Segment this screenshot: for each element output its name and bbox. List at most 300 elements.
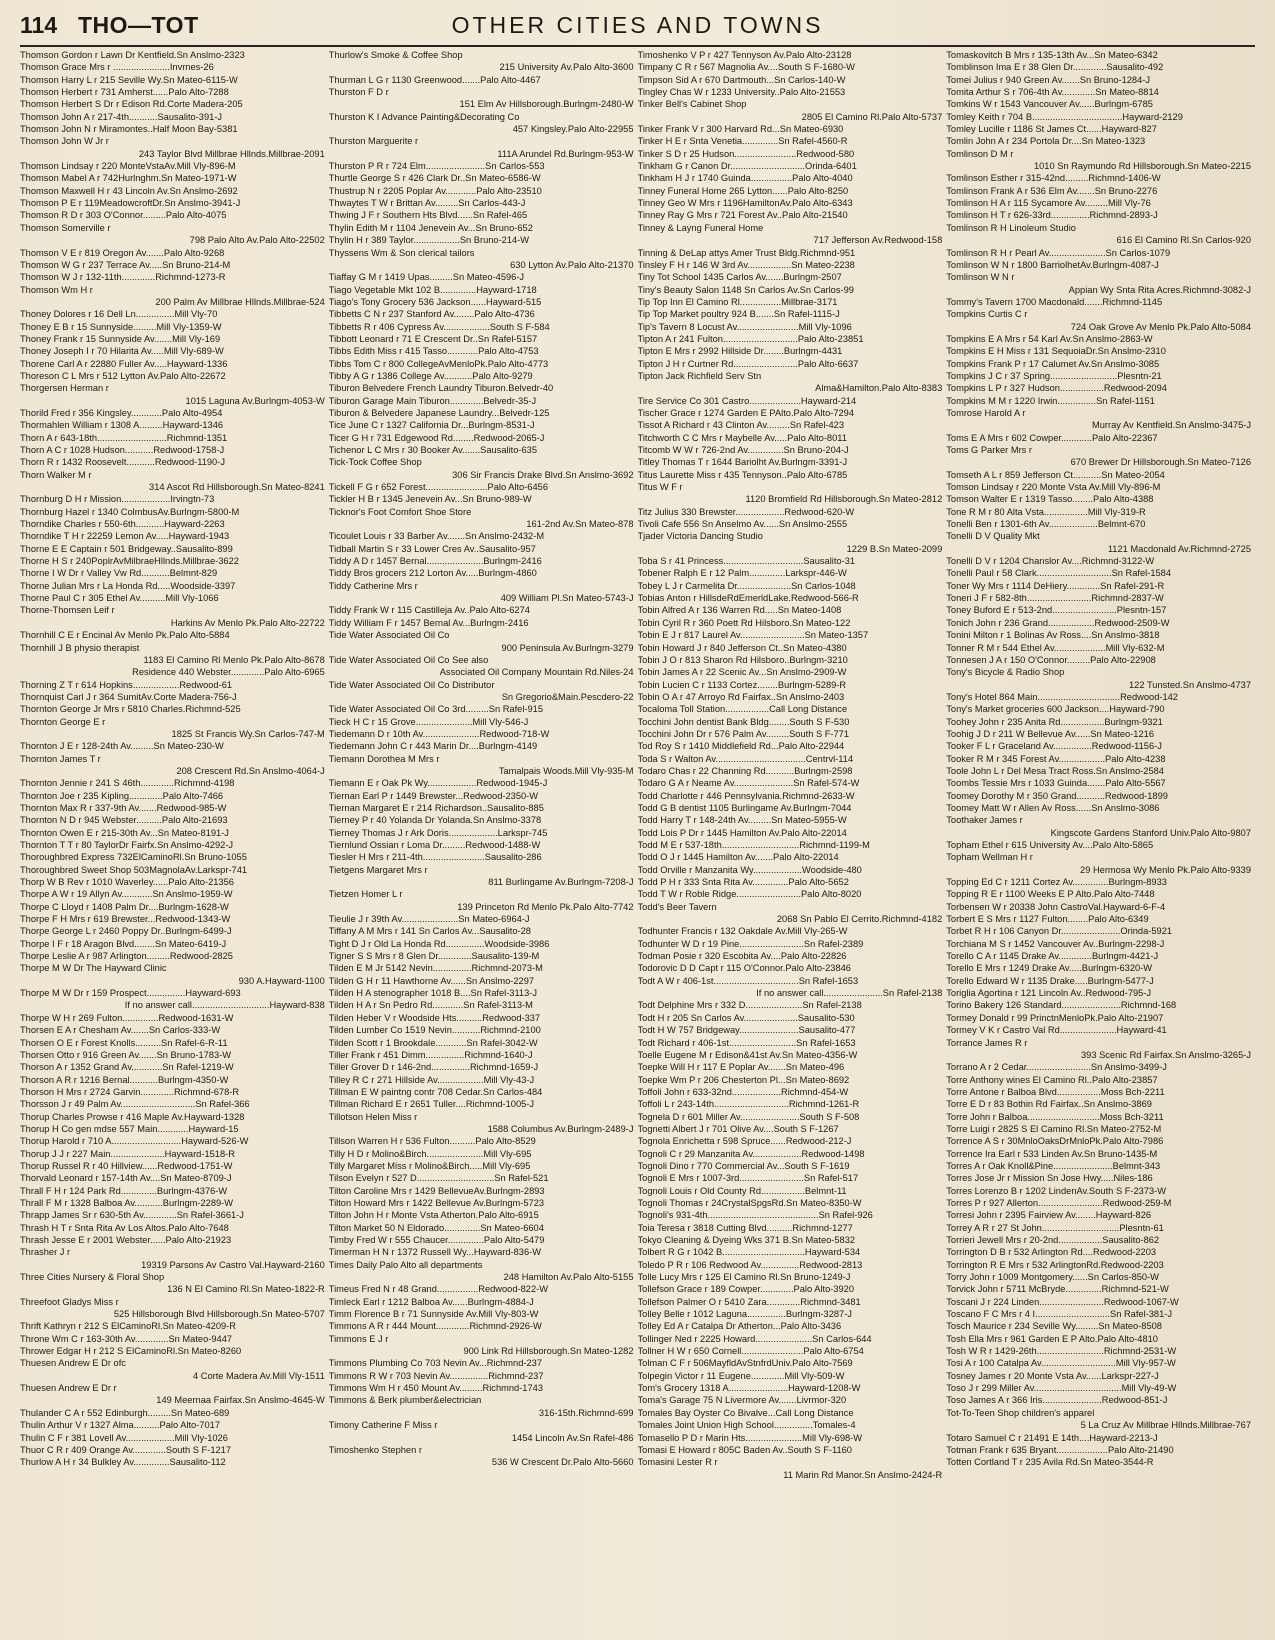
listing-line: Thorsen E A r Chesham Av.......Sn Carlos-333-W [20,1025,221,1036]
listing-line: Thorn A r 643-18th...........................Richmnd-1351 [20,432,228,443]
listing-line: 2068 Sn Pablo El Cerrito.Richmnd-4182 [776,914,943,925]
listing-line: Torre John r Balboa............................Moss Bch-3211 [946,1111,1164,1122]
listing-line: Tomley Lucille r 1186 St James Ct......Hayward-827 [946,124,1157,135]
listing-line: Tiddy Frank W r 115 Castilleja Av..Palo Alto-6274 [328,605,530,616]
listing-line: Timleck Earl r 1212 Balboa Av......Burlngm-4884-J [328,1296,534,1307]
listing-line: 136 N El Camino Rl.Sn Mateo-1822-R [167,1284,325,1295]
listing-line: Torrieri Jewell Mrs r 20-2nd.................Sausalito-862 [946,1235,1160,1245]
listing-line: Tilden H A stenographer 1018 B....Sn Rafel-3113-J [328,988,538,999]
listing-line: Tiny Tot School 1435 Carlos Av.......Burlngm-2507 [637,272,842,283]
listing-line: Toole John L r Del Mesa Tract Ross.Sn Anslmo-2584 [946,765,1164,776]
listing-line: Thornton N D r 945 Webster..........Palo Alto-21693 [20,815,228,826]
listing-line: Thuor C R r 409 Orange Av.............South S F-1217 [20,1444,232,1455]
listing-line: Tomrose Harold A r [946,407,1026,418]
listing-line: Tomales Joint Union High School...............Tomales-4 [637,1420,856,1431]
listing-line: 11 Marin Rd Manor.Sn Anslmo-2424-R [783,1469,943,1480]
listing-line: Titley Thomas T r 1644 Bariolht Av.Burlngm-3391-J [637,457,848,468]
listing-line: Thorpe George L r 2460 Poppy Dr..Burlngm-6499-J [20,926,232,937]
listing-line: Tosh W R r 1429-26th..........................Richmnd-2531-W [946,1346,1177,1357]
listing-line: Tibbott Leonard r 71 E Crescent Dr..Sn Rafel-5157 [328,333,538,344]
listing-line: Toffoli John r 633-32nd...................Richmnd-454-W [637,1086,849,1097]
listing-line: Sn Gregorio&Main.Pescdero-22 [501,691,634,702]
listing-line: If no answer call..............................Hayward-838 [124,1000,325,1011]
listing-line: Tiernlund Ossian r Loma Dr.........Redwood-1488-W [328,840,541,850]
listing-line: Thornhill C E r Encinal Av Menlo Pk.Palo Alto-5884 [20,630,230,641]
listing-line: Thorsen Otto r 916 Green Av.......Sn Bruno-1783-W [20,1049,232,1060]
listing-line: Todd T W r Roble Ridge.........................Palo Alto-8020 [637,889,862,900]
listing-line: 525 Hillsborough Blvd Hillsborough.Sn Mateo-5707 [113,1309,325,1320]
listing-line: Thomson V E r 819 Oregon Av.......Palo Alto-9268 [20,247,225,258]
listing-line: Tobin J O r 813 Sharon Rd Hilsboro..Burlngm-3210 [637,654,848,665]
listing-line: Tom's Grocery 1318 A.......................Hayward-1208-W [637,1383,861,1394]
listing-line: Tiemann E r Oak Pk Wy...................Redwood-1945-J [328,778,548,789]
listing-line: Tobin Howard J r 840 Jefferson Ct..Sn Mateo-4380 [637,642,847,653]
listing-line: Todd M E r 537-18th..............................Richmnd-1199-M [637,840,870,850]
listing-line: 1120 Bromfield Rd Hillsborough.Sn Mateo-2812 [745,494,943,505]
listing-line: Thoroughbred Sweet Shop 503MagnolaAv.Larkspr-741 [20,864,248,875]
listing-line: Tiburon & Belvedere Japanese Laundry...Belvedr-125 [328,407,550,418]
listing-line: Tilly Margaret Miss r Molino&Birch.....Mill Vly-695 [328,1160,531,1171]
listing-line: 314 Ascot Rd Hillsborough.Sn Mateo-8241 [149,482,325,493]
listing-line: Timmons & Berk plumber&electrician [328,1395,482,1406]
listing-line: Tinsley F H r 146 W 3rd Av.................Sn Mateo-2238 [637,259,855,270]
listing-line: Thylin Edith M r 1104 Jenevein Av...Sn Bruno-652 [328,222,533,233]
listing-line: Tompkins L P r 327 Hudson.................Redwood-2094 [946,383,1167,394]
listing-column-4 [946,49,1255,1617]
listing-line: 616 El Camino Rl.Sn Carlos-920 [1116,235,1251,246]
listing-line: Throne Wm C r 163-30th Av.............Sn Mateo-9447 [20,1333,233,1344]
listing-line: Thomson Wm H r [20,284,93,295]
listing-line: Tolbert R G r 1042 B................................Hayward-534 [637,1247,861,1258]
name-range: THO—TOT [78,12,199,38]
listing-line: Todd's Beer Tavern [637,901,717,912]
listing-line: Tiedemann D r 10th Av......................Redwood-718-W [328,728,550,739]
listing-line: 930 A.Hayward-1100 [238,975,325,986]
listing-line: Tognoli Thomas r 24CrystalSpgsRd.Sn Mateo-8350-W [637,1197,862,1208]
listing-line: Tiny's Beauty Salon 1148 Sn Carlos Av.Sn Carlos-99 [637,284,854,295]
listing-line: Thorson A r 1352 Grand Av............Sn Rafel-1219-W [20,1062,234,1073]
listing-line: Tigner S S Mrs r 8 Glen Dr.............Sausalito-139-M [328,951,540,962]
listing-line: Timerman H N r 1372 Russell Wy...Hayward-836-W [328,1247,541,1258]
listing-line: Tony's Bicycle & Radio Shop [946,667,1065,678]
listing-line: Thorne-Thomsen Leif r [20,605,115,616]
listing-line: Thorup Charles Prowse r 416 Maple Av.Hayward-1328 [20,1111,245,1122]
listing-line: Thylin H r 389 Taylor..................Sn Bruno-214-W [328,235,530,246]
listing-line: Thurston P R r 724 Elm.......................Sn Carlos-553 [328,161,545,172]
listing-line: Tomlinson W N r 1800 BarriolhetAv.Burlngm-4087-J [946,259,1159,270]
listing-line: Timpany C R r 567 Magnolia Av....South S F-1680-W [637,62,855,73]
listing-line: Tinker Frank V r 300 Harvard Rd...Sn Mateo-6930 [637,124,844,135]
listing-columns [20,49,1255,1617]
listing-line: Todd Harry T r 148-24th Av.........Sn Mateo-5955-W [637,815,847,826]
listing-line: 1015 Laguna Av.Burlngm-4053-W [185,395,325,406]
listing-line: Tiesler H Mrs r 211-4th........................Sausalito-286 [328,852,542,863]
listing-line: Tompkins E A Mrs r 54 Karl Av.Sn Anslmo-2863-W [946,333,1153,344]
listing-line: Tognola Enrichetta r 598 Spruce......Redwood-212-J [637,1136,852,1147]
listing-line: Tormey Donald r 99 PrinctnMenloPk.Palo Alto-21907 [946,1012,1164,1023]
listing-line: Tot-To-Teen Shop children's apparel [946,1407,1095,1418]
listing-line: Tompkins Curtis C r [946,309,1028,320]
listing-line: Toner Wy Mrs r 1114 DeHiery.............Sn Rafel-291-R [946,580,1165,591]
listing-line: Tomei Julius r 940 Green Av.......Sn Bruno-1284-J [946,74,1151,85]
listing-line: Tonini Milton r 1 Bolinas Av Ross....Sn Anslmo-3818 [946,630,1160,641]
listing-line: Timony Catherine F Miss r [328,1420,438,1431]
listing-line: Tomseth A L r 859 Jefferson Ct...........Sn Mateo-2054 [946,469,1165,480]
listing-line: Titus Laurette Miss r 435 Tennyson..Palo Alto-6785 [637,469,848,480]
listing-line: Thornquist Carl J r 364 SumitAv.Corte Madera-756-J [20,691,237,702]
listing-line: 248 Hamilton Av.Palo Alto-5155 [503,1272,634,1283]
listing-line: Thrasher J r [20,1247,71,1258]
listing-line: Thorup Harold r 710 A...........................Hayward-526-W [20,1136,249,1147]
listing-line: 1588 Columbus Av.Burlngm-2489-J [487,1123,634,1134]
listing-line: Tice June C r 1327 California Dr...Burlngm-8531-J [328,420,535,431]
listing-line: Thrapp James Sr r 630-5th Av.............Sn Rafel-3661-J [20,1210,244,1221]
listing-line: Ticoulet Louis r 33 Barber Av.......Sn Anslmo-2432-M [328,531,545,542]
listing-line: Toms E A Mrs r 602 Cowper............Palo Alto-22367 [946,432,1158,443]
listing-line: Timmons R W r 703 Nevin Av...............Richmnd-237 [328,1370,544,1381]
listing-line: Thorn A C r 1028 Hudson...........Redwood-1758-J [20,445,225,455]
listing-line: Todd Orville r Manzanita Wy...................Woodside-480 [637,864,862,875]
listing-line: Tompkins J C r 37 Spring..........................Plesntn-21 [946,370,1162,381]
listing-line: Tinning & DeLap attys Amer Trust Bldg.Richmnd-951 [637,247,856,258]
listing-line: Associated Oil Company Mountain Rd.Niles-24 [439,667,634,678]
listing-line: Todt H r 205 Sn Carlos Av.....................Sausalito-530 [637,1012,855,1023]
listing-line: Tolman C F r 506MayfldAvStnfrdUniv.Palo Alto-7569 [637,1358,853,1369]
listing-line: 1121 Macdonald Av.Richmnd-2725 [1107,543,1251,554]
listing-line: Tipton J H r Curtner Rd.........................Palo Alto-6637 [637,358,859,369]
listing-line: 2805 El Camino Rl.Palo Alto-5737 [801,111,943,122]
listing-line: Thorpe M W Dr The Hayward Clinic [20,963,167,974]
listing-line: 1825 St Francis Wy.Sn Carlos-747-M [171,728,325,739]
listing-line: 161-2nd Av.Sn Mateo-878 [526,519,634,530]
listing-line: Thwaytes T W r Brittan Av.........Sn Carlos-443-J [328,198,526,209]
listing-line: Tollner H W r 650 Cornell........................Palo Alto-6754 [637,1346,864,1357]
listing-line: Tomlinson D M r [946,148,1014,159]
listing-line: Tibbs Tom C r 800 CollegeAvMenloPk.Palo Alto-4773 [328,358,549,369]
listing-line: 630 Lytton Av.Palo Alto-21370 [510,259,634,270]
listing-line: Toms G Parker Mrs r [946,445,1032,455]
listing-line: Todhunter Francis r 132 Oakdale Av.Mill Vly-265-W [637,926,848,937]
listing-line: Toscani J r 224 Linden.........................Redwood-1067-W [946,1296,1179,1307]
listing-line: Tiedemann John C r 443 Marin Dr....Burlngm-4149 [328,741,538,752]
listing-line: Todaro G A r Neame Av.......................Sn Rafel-574-W [637,778,860,789]
listing-line: Tobin Alfred A r 136 Warren Rd.....Sn Mateo-1408 [637,605,842,616]
listing-line: Thomson Mabel A r 742Hurlnghm.Sn Mateo-1971-W [20,173,237,184]
listing-line: Thorson H Mrs r 2724 Garvin.............Richmnd-678-R [20,1086,240,1097]
listing-line: Thorsson J r 49 Palm Av.............................Sn Rafel-366 [20,1099,250,1110]
listing-line: Toledo P R r 106 Redwood Av...............Redwood-2813 [637,1259,863,1270]
listing-line: Tonelli D V Quality Mkt [946,531,1040,542]
listing-line: Thrall F H r 124 Park Rd..............Burlngm-4376-W [20,1185,228,1196]
listing-line: Thomson Lindsay r 220 MonteVstaAv.Mill Vly-896-M [20,161,236,172]
listing-line: Tingley Chas W r 1233 University..Palo Alto-21553 [637,87,846,98]
listing-line: 536 W Crescent Dr.Palo Alto-5660 [491,1457,634,1468]
listing-line: 393 Scenic Rd Fairfax.Sn Anslmo-3265-J [1080,1049,1251,1060]
listing-line: Thormahlen William r 1308 A.........Hayward-1346 [20,420,224,431]
listing-line: Tillman E W paintng contr 708 Cedar.Sn Carlos-484 [328,1086,543,1097]
listing-line: Torbert E S Mrs r 1127 Fulton........Palo Alto-6349 [946,914,1149,925]
listing-line: Thoroughbred Express 732ElCaminoRl.Sn Bruno-1055 [20,852,247,863]
listing-line: Tierney Thomas J r Ark Doris...................Larkspr-745 [328,827,548,838]
listing-line: Tobin James A r 22 Scenic Av...Sn Anslmo-2909-W [637,667,847,678]
listing-line: Thurston Marguerite r [328,136,419,147]
listing-line: Thorndike Charles r 550-6th...........Hayward-2263 [20,519,225,530]
listing-line: Tiddy A D r 1457 Bernal......................Burlngm-2416 [328,556,542,567]
page-header [20,8,1255,48]
listing-line: Timmons Plumbing Co 703 Nevin Av...Richmnd-237 [328,1358,542,1369]
listing-line: Times Daily Palo Alto all departments [328,1259,483,1270]
listing-line: Todt H W 757 Bridgeway.......................Sausalito-477 [637,1025,856,1036]
listing-line: Thorup J J r 227 Main.....................Hayward-1518-R [20,1148,235,1159]
listing-line: Tick-Tock Coffee Shop [328,457,422,468]
listing-line: Thorne H S r 240PoplrAvMilbraeHllnds.Millbrae-3622 [20,556,239,567]
listing-line: Tichenor L C Mrs r 30 Booker Av.......Sausalito-635 [328,445,537,455]
listing-line: Tonnesen J A r 150 O'Connor.........Palo Alto-22908 [946,654,1156,665]
listing-line: Threefoot Gladys Miss r [20,1296,119,1307]
listing-line: Tomita Arthur S r 706-4th Av.............Sn Mateo-8814 [946,87,1159,98]
listing-line: Toneri J F r 582-8th.........................Richmnd-2837-W [946,593,1164,604]
listing-line: Thoney Frank r 15 Sunnyside Av.......Mill Vly-169 [20,333,221,344]
listing-line: Thomson John N r Miramontes..Half Moon Bay-5381 [20,124,238,135]
listing-line: Tiago's Tony Grocery 536 Jackson......Hayward-515 [328,296,542,307]
listing-line: Torrington D B r 532 Arlington Rd....Redwood-2203 [946,1247,1157,1258]
listing-line: Thorndike T H r 22259 Lemon Av.....Hayward-1943 [20,531,230,542]
listing-line: Topham Ethel r 615 University Av....Palo Alto-5865 [946,840,1154,850]
listing-line: Tocchini John Dr r 576 Palm Av.........South S F-771 [637,728,850,739]
listing-line: Thrower Edgar H r 212 S ElCaminoRl.Sn Mateo-8260 [20,1346,242,1357]
listing-line: Tollefson Palmer O r 5410 Zara.............Richmnd-3481 [637,1296,861,1307]
listing-line: Todorovic D D Capt r 115 O'Connor.Palo Alto-23846 [637,963,851,974]
listing-line: Tony's Market groceries 600 Jackson....Hayward-790 [946,704,1165,715]
listing-line: Tieck H C r 15 Grove......................Mill Vly-546-J [328,716,529,727]
listing-line: Toohey John r 235 Anita Rd.................Burlngm-9321 [946,716,1163,727]
listing-line: Toma's Garage 75 N Livermore Av.......Livrmor-320 [637,1395,847,1406]
listing-line: Timoshenko Stephen r [328,1444,422,1455]
listing-line: Toriglia Agortina r 121 Lincoln Av..Redwood-795-J [946,988,1152,999]
listing-line: Thorne Paul C r 305 Ethel Av..........Mill Vly-1066 [20,593,219,604]
listing-line: Tognela D r 601 Miller Av.......................South S F-508 [637,1111,860,1122]
listing-line: Thorsen O E r Forest Knolls..........Sn Rafel-6-R-11 [20,1037,228,1048]
listing-line: Tilson Evelyn r 527 D..............................Sn Rafel-521 [328,1173,549,1184]
listing-line: Tilden Lumber Co 1519 Nevin...........Richmnd-2100 [328,1025,541,1036]
listing-line: Toba S r 41 Princess...............................Sausalito-31 [637,556,856,567]
listing-line: Tip's Tavern 8 Locust Av........................Mill Vly-1096 [637,321,852,332]
listing-line: Tilton Howard Mrs r 1422 Bellevue Av.Burlngm-5723 [328,1197,545,1208]
listing-line: Thomson John A r 217-4th...........Sausalito-391-J [20,111,223,122]
listing-line: Tilton Caroline Mrs r 1429 BellevueAv.Burlngm-2893 [328,1185,545,1196]
listing-line: Tonelli Ben r 1301-6th Av...................Belmnt-670 [946,519,1146,530]
listing-line: Tivoli Cafe 556 Sn Anselmo Av......Sn Anslmo-2555 [637,519,848,530]
listing-line: Todd O J r 1445 Hamilton Av.......Palo Alto-22014 [637,852,839,863]
listing-line: Thomson Somerville r [20,222,111,233]
listing-line: Titus W F r [637,482,683,493]
listing-line: Tomley Keith r 704 B...................................Hayward-2129 [946,111,1183,122]
header-rule [20,45,1255,47]
listing-line: Thorn R r 1432 Roosevelt...........Redwood-1190-J [20,457,225,468]
listing-line: Tobin E J r 817 Laurel Av.........................Sn Mateo-1357 [637,630,869,641]
listing-line: Tosch Maurice r 234 Seville Wy.........Sn Mateo-8508 [946,1321,1162,1332]
listing-line: Thomson Herbert r 731 Amherst......Palo Alto-7288 [20,87,229,98]
listing-line: Topping R E r 1100 Weeks E P Alto.Palo Alto-7448 [946,889,1155,900]
listing-line: Thomson R D r 303 O'Connor.........Palo Alto-4075 [20,210,227,221]
listing-line: Tiaffay G M r 1419 Upas.........Sn Mateo-4596-J [328,272,525,283]
listing-line: Thornton J E r 128-24th Av.........Sn Mateo-230-W [20,741,224,752]
listing-line: Tomblinson Ima E r 38 Glen Dr.............Sausalito-492 [946,62,1164,73]
listing-line: Thomson Maxwell H r 43 Lincoln Av.Sn Anslmo-2692 [20,185,238,196]
listing-line: Tiburon Belvedere French Laundry Tiburon.Belvedr-40 [328,383,554,394]
listing-line: Timmons A R r 444 Mount.............Richmnd-2926-W [328,1321,542,1332]
listing-line: Thoreson C L Mrs r 512 Lytton Av.Palo Alto-22672 [20,370,226,381]
listing-line: Tony's Hotel 864 Main................................Redwood-142 [946,691,1178,702]
listing-line: Tibbs Edith Miss r 415 Tasso............Palo Alto-4753 [328,346,539,357]
listing-line: Tonich John r 236 Grand..................Redwood-2509-W [946,617,1170,628]
listing-line: Tosney James r 20 Monte Vsta Av......Larkspr-227-J [946,1370,1159,1381]
listing-line: Thomson W J r 132-11th.............Richmnd-1273-R [20,272,226,283]
listing-line: Tiemann Dorothea M Mrs r [328,753,440,764]
listing-line: 5 La Cruz Av Millbrae Hllnds.Millbrae-767 [1080,1420,1251,1431]
listing-line: 1010 Sn Raymundo Rd Hillsborough.Sn Mateo-2215 [1033,161,1251,172]
listing-line: Tilton John H r Monte Vsta Atherton.Palo Alto-6915 [328,1210,539,1221]
listing-line: Thorpe Leslie A r 987 Arlington.........Redwood-2825 [20,951,233,962]
listing-line: 149 Meernaa Fairfax.Sn Anslmo-4645-W [156,1395,325,1406]
listing-line: Ticknor's Foot Comfort Shoe Store [328,506,472,517]
listing-line: 409 William Pl.Sn Mateo-5743-J [500,593,634,604]
listing-line: Tobin Lucien C r 1133 Cortez........Burlngm-5289-R [637,679,847,690]
listing-line: Tonelli D V r 1204 Chanslor Av....Richmnd-3122-W [946,556,1155,567]
listing-line: Tillson Warren H r 536 Fulton..........Palo Alto-8529 [328,1136,536,1147]
listing-line: Todt A W r 406-1st.................................Sn Rafel-1653 [637,975,859,986]
listing-line: Torrano A r 2 Cedar.........................Sn Anslmo-3499-J [946,1062,1167,1073]
listing-line: Tinney Funeral Home 265 Lytton......Palo Alto-8250 [637,185,849,196]
listing-line: Tooker R M r 345 Forest Av..................Palo Alto-4238 [946,753,1166,764]
listing-line: If no answer call.......................Sn Rafel-2138 [756,988,943,999]
listing-line: Harkins Av Menlo Pk.Palo Alto-22722 [170,617,325,628]
listing-line: Tilley R C r 271 Hillside Av..................Mill Vly-43-J [328,1074,535,1085]
listing-line: Tide Water Associated Oil Co See also [328,654,489,665]
listing-line: Toombs Tessie Mrs r 1033 Guinda.......Palo Alto-5567 [946,778,1166,789]
listing-line: Tognoli E Mrs r 1007-3rd.........................Sn Rafel-517 [637,1173,859,1184]
listing-line: Thulin C F r 381 Lovell Av...................Mill Vly-1026 [20,1432,228,1443]
listing-line: Torres A r Oak Knoll&Pine.......................Belmnt-343 [946,1160,1161,1171]
listing-line: 215 University Av.Palo Alto-3600 [499,62,634,73]
listing-line: Tokyo Cleaning & Dyeing Wks 371 B.Sn Mateo-5832 [637,1235,856,1245]
listing-line: Tierney P r 40 Yolanda Dr Yolanda.Sn Anslmo-3378 [328,815,542,826]
listing-line: Thwing J F r Southern Hts Blvd......Sn Rafel-465 [328,210,528,221]
listing-line: Thomson Gordon r Lawn Dr Kentfield.Sn Anslmo-2323 [20,50,245,60]
listing-line: Thorpe C Lloyd r 1408 Palm Dr....Burlngm-1628-W [20,901,229,912]
listing-line: Thornburg D H r Mission...................Irvingtn-73 [20,494,215,505]
listing-line: Thorvald Leonard r 157-14th Av....Sn Mateo-8709-J [20,1173,232,1184]
listing-line: Tomson Lindsay r 220 Monte Vsta Av.Mill Vly-896-M [946,482,1161,493]
listing-line: Tinney Ray G Mrs r 721 Forest Av..Palo Alto-21540 [637,210,848,221]
listing-line: Thurston K I Advance Painting&Decorating Co [328,111,520,122]
listing-line: Torello E Mrs r 1249 Drake Av.....Burlngm-6320-W [946,963,1153,974]
listing-line: Thrash Jesse E r 2001 Webster......Palo Alto-21923 [20,1235,232,1245]
listing-line: Thurman L G r 1130 Greenwood.......Palo Alto-4467 [328,74,541,85]
listing-line: Tide Water Associated Oil Co Distributor [328,679,495,690]
listing-line: Thornton George Jr Mrs r 5810 Charles.Richmnd-525 [20,704,241,715]
listing-line: Torrance James R r [946,1037,1028,1048]
listing-line: Tomson Walter E r 1319 Tasso........Palo Alto-4388 [946,494,1154,505]
listing-line: Todd P H r 333 Snta Rita Av..............Palo Alto-5652 [637,877,849,888]
listing-line: Torre Anthony wines El Camino Rl..Palo Alto-23857 [946,1074,1158,1085]
listing-line: Timm Florence B r 71 Sunnyside Av.Mill Vly-803-W [328,1309,539,1320]
listing-line: Tiddy Bros grocers 212 Lorton Av.....Burlngm-4860 [328,568,537,579]
listing-line: Totaro Samuel C r 21491 E 14th....Hayward-2213-J [946,1432,1158,1443]
listing-line: 717 Jefferson Av.Redwood-158 [813,235,943,246]
listing-line: Toffoli L r 243-14th.............................Richmnd-1261-R [637,1099,860,1110]
listing-column-2 [329,49,638,1617]
listing-line: Torello Edward W r 1135 Drake.....Burlngm-5477-J [946,975,1154,986]
listing-line: Toda S r Walton Av...................................Centrvl-114 [637,753,854,764]
listing-line: Torello C A r 1145 Drake Av.............Burlngm-4421-J [946,951,1159,962]
listing-line: Torvick John r 5711 McBryde..............Richmnd-521-W [946,1284,1169,1295]
listing-line: Tomasini Lester R r [637,1457,718,1468]
listing-line: 151 Elm Av Hillsborough.Burlngm-2480-W [459,99,634,110]
listing-line: Thustrup N r 2205 Poplar Av............Palo Alto-23510 [328,185,542,196]
listing-line: Tamalpais Woods.Mill Vly-935-M [498,765,634,776]
listing-line: Tilden G H r 11 Hawthorne Av......Sn Anslmo-2297 [328,975,535,986]
listing-line: Thorild Fred r 356 Kingsley............Palo Alto-4954 [20,407,223,418]
listing-line: Tide Water Associated Oil Co [328,630,450,641]
listing-line: 670 Brewer Dr Hillsborough.Sn Mateo-7126 [1070,457,1251,468]
listing-line: Todt Delphine Mrs r 332 D......................Sn Rafel-2138 [637,1000,862,1011]
listing-line: Topping Ed C r 1211 Cortez Av..............Burlngm-8933 [946,877,1167,888]
listing-line: Thorpe I F r 18 Aragon Blvd........Sn Mateo-6419-J [20,938,227,949]
listing-line: Residence 440 Webster.............Palo Alto-6965 [132,667,325,678]
listing-column-1 [20,49,329,1617]
listing-line: Tibby A G r 1386 College Av...........Palo Alto-9279 [328,370,533,381]
listing-line: Thorn Walker M r [20,469,92,480]
listing-line: Tommy's Tavern 1700 Macdonald.......Richmnd-1145 [946,296,1163,307]
listing-line: Tognoli Louis r Old County Rd.................Belmnt-11 [637,1185,847,1196]
listing-line: Tonelli Paul r 58 Clark.............................Sn Rafel-1584 [946,568,1172,579]
listing-line: Tietgens Margaret Mrs r [328,864,428,875]
listing-line: Tognoli C r 29 Manzanita Av...................Redwood-1498 [637,1148,865,1159]
listing-line: Tilly H D r Molino&Birch......................Mill Vly-695 [328,1148,532,1159]
listing-column-3 [638,49,947,1617]
listing-line: Tomaskovitch B Mrs r 135-13th Av...Sn Mateo-6342 [946,50,1158,60]
listing-line: Thorne Julian Mrs r La Honda Rd.....Woodside-3397 [20,580,236,591]
listing-line: 122 Tunsted.Sn Anslmo-4737 [1129,679,1251,690]
listing-line: Toomey Matt W r Allen Av Ross......Sn Anslmo-3086 [946,802,1160,813]
listing-line: 1183 El Camino Rl Menlo Pk.Palo Alto-8678 [143,654,325,665]
listing-line: Tomlinson W N r [946,272,1015,283]
listing-line: Tompkins M M r 1220 Irwin...............Sn Rafel-1151 [946,395,1155,406]
listing-line: Todd G B dentist 1105 Burlingame Av.Burlngm-7044 [637,802,852,813]
listing-line: Topham Wellman H r [946,852,1033,863]
listing-line: Tipton Jack Richfield Serv Stn [637,370,762,381]
listing-line: Thorning Z T r 614 Hopkins..................Redwood-61 [20,679,233,690]
listing-line: Thrift Kathryn r 212 S ElCaminoRl.Sn Mateo-4209-R [20,1321,236,1332]
listing-line: Torre E D r 83 Bothin Rd Fairfax..Sn Anslmo-3869 [946,1099,1152,1110]
listing-line: Todhunter W D r 19 Pine.........................Sn Rafel-2389 [637,938,864,949]
listing-line: Tobin O A r 47 Arroyo Rd Fairfax..Sn Anslmo-2403 [637,691,845,702]
listing-line: Kingscote Gardens Stanford Univ.Palo Alto-9807 [1050,827,1251,838]
listing-line: Thomson John W Jr r [20,136,109,147]
listing-line: Thorpe W H r 269 Fulton..............Redwood-1631-W [20,1012,234,1023]
listing-line: Thorup Russel R r 40 Hillview......Redwood-1751-W [20,1160,233,1171]
listing-line: Tormey V K r Castro Val Rd......................Hayward-41 [946,1025,1167,1036]
listing-line: Tognoli's 931-4th...........................................Sn Rafel-926 [637,1210,873,1221]
listing-line: Tight D J r Old La Honda Rd...............Woodside-3986 [328,938,550,949]
listing-line: 900 Peninsula Av.Burlngm-3279 [501,642,634,653]
section-title: OTHER CITIES AND TOWNS [451,12,824,38]
listing-line: Tooker F L r Graceland Av...............Redwood-1156-J [946,741,1162,752]
listing-line: Tjader Victoria Dancing Studio [637,531,763,542]
listing-line: Tognetti Albert J r 701 Olive Av....South S F-1267 [637,1123,839,1134]
listing-line: Totten Cortland T r 235 Avila Rd.Sn Mateo-3544-R [946,1457,1154,1468]
